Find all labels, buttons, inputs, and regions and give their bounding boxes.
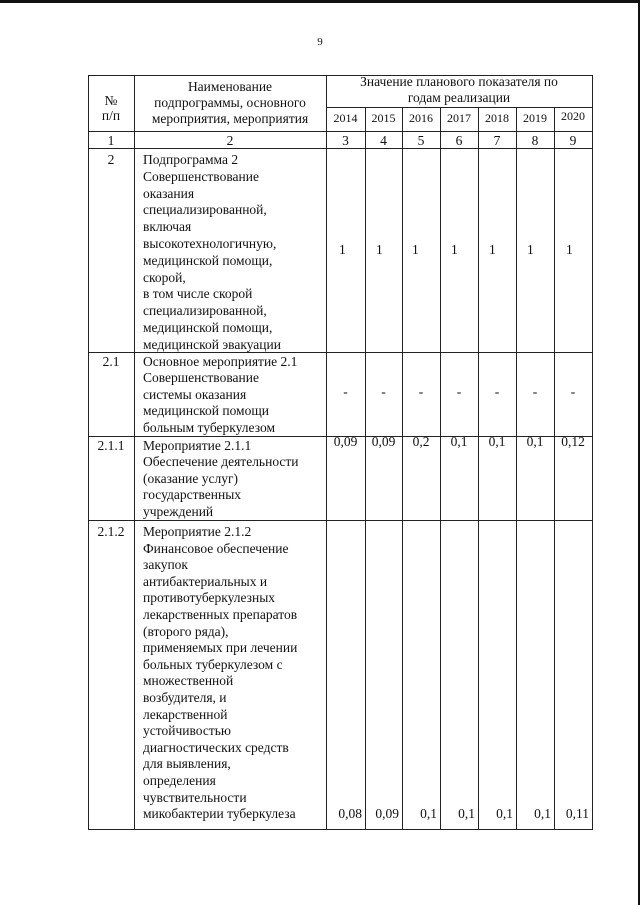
row-name-line: оказания [143,185,195,201]
col-number-1: 1 [107,133,115,148]
row-value: 0,1 [496,806,513,821]
row-value: - [418,384,424,399]
col-number-3: 3 [342,133,349,148]
header-year-2018: 2018 [485,111,509,125]
col-divider [478,107,479,830]
row-number: 2.1 [102,354,120,369]
row-name-line: Мероприятие 2.1.2 [143,524,252,539]
row-value: 1 [339,242,346,257]
row-value: 0,1 [534,806,551,821]
header-no-line1: № [104,93,118,108]
row-divider [88,131,593,132]
row-value: 0,12 [561,434,585,449]
header-year-2016: 2016 [409,111,433,125]
row-name-line: медицинской помощи, [143,252,273,268]
header-group-line1: Значение планового показателя по [360,74,558,89]
row-name-line: специализированной, [143,202,267,218]
table-bottom-border [88,829,593,830]
row-name-line: Обеспечение деятельности [143,454,299,470]
col-divider [516,107,517,830]
row-name-line: медицинской эвакуации [143,336,281,352]
row-name-line: чувствительности [143,789,247,805]
row-value: 0,08 [338,806,362,821]
page-number: 9 [317,36,323,48]
col-divider [326,75,327,830]
col-number-9: 9 [569,133,577,148]
row-name-line: Основное мероприятие 2.1 [143,354,298,369]
row-name-line: учреждений [143,503,214,519]
row-value: 1 [566,242,573,257]
header-name-line1: Наименование [187,79,273,94]
row-name-line: устойчивостью [143,723,231,739]
row-value: - [532,384,538,399]
row-value: 1 [376,242,383,257]
row-value: 0,1 [488,434,506,449]
row-name-line: (второго ряда), [143,623,229,639]
row-name-line: больных туберкулезом с [143,656,283,672]
row-value: 0,2 [412,434,430,449]
row-value: 0,1 [458,806,475,821]
row-divider [326,107,593,108]
row-name-line: для выявления, [143,756,231,772]
row-name-line: системы оказания [143,386,247,402]
row-name-line: противотуберкулезных [143,590,276,606]
row-name-line: закупок [143,557,188,573]
row-value: - [456,384,462,399]
row-value: 0,1 [420,806,437,821]
header-no-line2: п/п [101,108,121,123]
col-divider [554,107,555,830]
row-name-line: больным туберкулезом [143,419,275,435]
row-value: 1 [451,242,458,257]
row-value: 0,09 [371,434,396,449]
header-year-2019: 2019 [523,111,547,125]
header-name-line3: мероприятия, мероприятия [151,111,309,126]
row-value: - [570,384,576,399]
row-name-line: Совершенствование [143,168,259,184]
row-value: 0,1 [450,434,468,449]
row-name-line: лекарственных препаратов [143,607,298,622]
row-name-line: микобактерии туберкулеза [143,806,296,822]
page-top-edge [0,0,640,3]
row-name-line: (оказание услуг) [143,470,238,486]
header-name-line2: подпрограммы, основного [154,95,306,110]
row-name-line: государственных [143,487,242,503]
header-group-line2: годам реализации [407,90,511,105]
row-name-line: возбудителя, и [143,690,227,705]
col-divider [402,107,403,830]
row-name-line: медицинской помощи, [143,320,273,335]
row-name-line: Мероприятие 2.1.1 [143,438,252,453]
row-value: - [381,384,386,399]
row-name-line: антибактериальных и [143,573,268,589]
header-year-2014: 2014 [333,111,358,125]
row-value: 0,09 [333,434,358,449]
col-number-2: 2 [226,133,234,148]
row-name-line: Подпрограмма 2 [143,152,239,167]
row-value: 0,09 [375,806,399,821]
row-number: 2 [107,152,115,167]
table-right-border [592,75,593,830]
row-value: 1 [412,242,419,257]
row-name-line: специализированной, [143,303,267,319]
row-name-line: лекарственной [143,706,228,722]
row-value: 0,1 [526,434,544,449]
row-name-line: определения [143,773,216,788]
col-number-5: 5 [417,133,425,148]
row-number: 2.1.1 [97,438,125,453]
row-name-line: включая [143,219,192,235]
row-name-line: медицинской помощи [143,403,269,419]
header-year-2017: 2017 [447,111,471,125]
col-divider [134,75,135,830]
row-name-line: в том числе скорой [143,286,253,302]
col-divider [440,107,441,830]
row-name-line: Финансовое обеспечение [143,540,289,556]
row-name-line: применяемых при лечении [143,640,298,656]
row-value: 1 [489,242,496,257]
row-name-line: Совершенствование [143,370,259,386]
row-value: 1 [527,242,534,257]
col-number-8: 8 [531,133,539,148]
row-number: 2.1.2 [97,524,125,539]
header-year-2020: 2020 [561,109,585,123]
col-number-7: 7 [493,133,501,148]
row-value: - [494,384,500,399]
col-number-6: 6 [455,133,463,148]
row-value: 0,11 [565,806,589,821]
row-name-line: множественной [143,673,234,689]
col-number-4: 4 [380,133,387,148]
row-divider [88,520,593,521]
row-name-line: скорой, [143,269,186,285]
col-divider [365,107,366,830]
row-name-line: высокотехнологичную, [143,236,277,251]
row-name-line: диагностических средств [143,739,289,755]
header-year-2015: 2015 [371,111,396,125]
row-value: - [343,384,348,399]
